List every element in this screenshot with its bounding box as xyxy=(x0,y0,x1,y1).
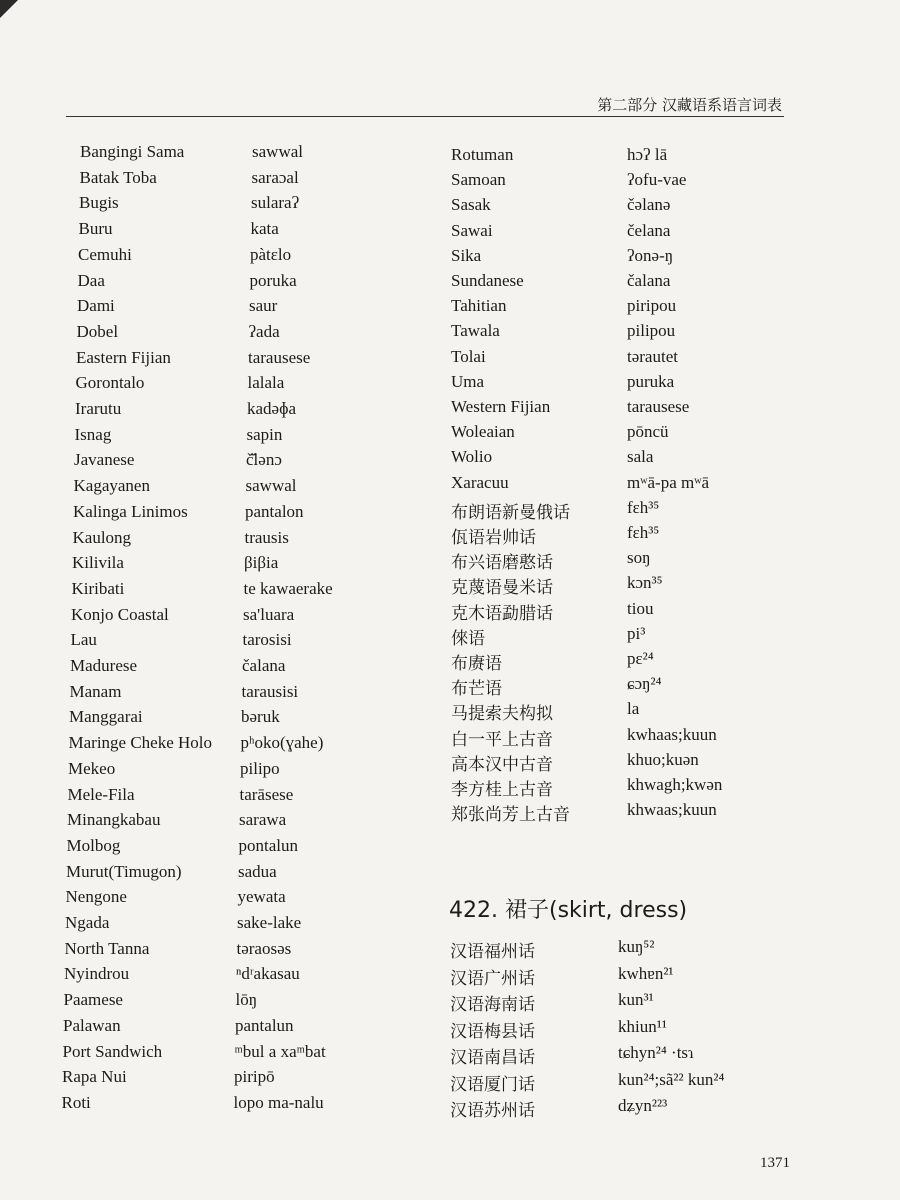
word-form: čalana xyxy=(627,271,671,290)
word-form: puruka xyxy=(627,371,675,391)
language-name: 倈语 xyxy=(451,628,485,648)
word-form: təraosəs xyxy=(236,938,292,958)
language-name: Gorontalo xyxy=(75,373,145,393)
word-form: sala xyxy=(627,447,654,467)
language-name: 汉语福州话 xyxy=(450,942,535,961)
language-name: 马提索夫构拟 xyxy=(451,704,553,724)
language-name: Nengone xyxy=(65,887,127,907)
page-number: 1371 xyxy=(760,1155,790,1171)
word-form: čalana xyxy=(242,656,286,675)
language-name: Palawan xyxy=(63,1015,121,1035)
word-form: ɕɔŋ²⁴ xyxy=(627,674,662,694)
language-name: Woleaian xyxy=(451,422,515,442)
language-name: Sika xyxy=(451,245,482,265)
language-name: Roti xyxy=(61,1092,91,1112)
word-form: tarausese xyxy=(248,347,311,367)
language-name: Mekeo xyxy=(68,758,116,778)
word-form: sapin xyxy=(246,424,283,444)
language-name: Cemuhi xyxy=(78,244,132,264)
language-name: Daa xyxy=(77,270,105,290)
word-form: tiou xyxy=(627,598,654,618)
word-form: tərautet xyxy=(627,346,678,366)
word-form: ʔofu-vae xyxy=(627,170,687,190)
language-name: 李方桂上古音 xyxy=(451,780,553,799)
language-name: Molbog xyxy=(66,835,121,855)
language-name: Uma xyxy=(451,371,485,391)
language-name: Kaulong xyxy=(72,527,132,547)
language-name: Madurese xyxy=(70,656,138,675)
word-form: bəruk xyxy=(241,707,280,727)
word-form: tarausese xyxy=(627,397,690,416)
word-form: khwagh;kwən xyxy=(627,775,723,794)
word-form: pilipou xyxy=(627,321,676,341)
word-form: dʑyn²²³ xyxy=(618,1096,668,1115)
word-form: kadəɸa xyxy=(247,399,297,418)
word-form: βiβia xyxy=(244,553,279,573)
language-name: Buru xyxy=(78,219,113,239)
language-name: Minangkabau xyxy=(67,810,161,830)
word-form: kun³¹ xyxy=(618,990,654,1009)
language-name: Konjo Coastal xyxy=(71,604,169,624)
language-name: 高本汉中古音 xyxy=(451,754,553,774)
language-name: Manggarai xyxy=(69,707,143,727)
word-form: kwhɐn²¹ xyxy=(618,963,674,983)
word-form: kun²⁴;sã²² kun²⁴ xyxy=(618,1069,725,1089)
language-name: 汉语海南话 xyxy=(450,995,535,1014)
language-name: Ngada xyxy=(65,913,110,932)
language-name: Western Fijian xyxy=(451,397,551,416)
word-form: ⁿdʳakasau xyxy=(236,964,300,984)
language-name: 白一平上古音 xyxy=(451,729,553,749)
word-form: sawwal xyxy=(245,476,297,496)
word-form: tarausisi xyxy=(241,681,299,701)
word-form: fɛh³⁵ xyxy=(627,523,660,542)
language-name: 汉语厦门话 xyxy=(450,1074,535,1094)
word-form: piripou xyxy=(627,296,677,316)
word-form: pàtɛlo xyxy=(250,244,292,264)
word-form: soŋ xyxy=(627,548,651,568)
running-header: 第二部分 汉藏语系语言词表 xyxy=(597,96,782,114)
word-form: yewata xyxy=(237,887,286,907)
word-form: pontalun xyxy=(238,835,298,855)
language-name: Dami xyxy=(77,296,115,316)
word-form: ᵐbul a xaᵐbat xyxy=(234,1041,326,1061)
language-name: Wolio xyxy=(451,447,493,467)
language-name: 克木语勐腊话 xyxy=(451,603,553,623)
word-form: saraɔal xyxy=(251,167,299,187)
word-form: la xyxy=(627,699,640,719)
language-name: 汉语南昌话 xyxy=(450,1048,535,1067)
language-name: Eastern Fijian xyxy=(76,347,171,367)
word-form: lopo ma-nalu xyxy=(233,1092,324,1112)
word-form: sa'luara xyxy=(243,604,295,624)
word-form: te kawaerake xyxy=(243,578,333,598)
word-form: khuo;kuən xyxy=(627,749,699,769)
language-name: Sundanese xyxy=(451,271,524,290)
word-form: čelana xyxy=(627,220,671,240)
language-name: Rapa Nui xyxy=(62,1067,127,1087)
language-name: Batak Toba xyxy=(79,167,157,187)
word-form: pantalun xyxy=(235,1015,294,1035)
language-name: 克蔑语曼米话 xyxy=(451,578,553,598)
section-number: 422. xyxy=(449,898,498,923)
word-form: č̆lənɔ xyxy=(246,450,282,470)
section-title-text: 裙子(skirt, dress) xyxy=(504,898,688,923)
word-form: kuŋ⁵² xyxy=(618,937,655,956)
language-name: Nyindrou xyxy=(64,964,130,984)
language-name: Kagayanen xyxy=(73,476,150,496)
language-name: Murut(Timugon) xyxy=(66,861,182,881)
word-form: pi³ xyxy=(627,623,646,643)
language-name: Irarutu xyxy=(75,399,122,418)
word-form: tarāsese xyxy=(239,784,294,804)
language-name: Maringe Cheke Holo xyxy=(68,733,213,753)
word-form: pɛ²⁴ xyxy=(627,649,654,668)
word-form: mʷā-pa mʷā xyxy=(627,472,710,492)
language-name: Tawala xyxy=(451,321,500,341)
language-name: Samoan xyxy=(451,170,506,190)
word-form: sawwal xyxy=(252,142,303,161)
word-form: kwhaas;kuun xyxy=(627,724,717,744)
section-heading xyxy=(449,893,687,924)
word-form: ʔada xyxy=(248,321,280,341)
word-form: kɔn³⁵ xyxy=(627,573,663,593)
word-form: lalala xyxy=(247,373,285,393)
language-name: Lau xyxy=(70,630,97,650)
word-form: pʰoko(ɣahe) xyxy=(240,733,324,753)
language-name: Bangingi Sama xyxy=(80,142,185,161)
word-form: čəlanə xyxy=(627,195,671,215)
language-name: Paamese xyxy=(63,990,123,1010)
word-form: fɛh³⁵ xyxy=(627,497,660,517)
word-form: piripō xyxy=(234,1067,275,1087)
word-form: sake-lake xyxy=(237,913,302,932)
header-rule xyxy=(66,116,784,117)
language-name: Bugis xyxy=(79,193,119,213)
word-form: hɔʔ lā xyxy=(627,145,668,164)
word-form: sadua xyxy=(238,861,277,881)
language-name: Kilivila xyxy=(72,553,124,573)
word-form: khiun¹¹ xyxy=(618,1016,667,1036)
language-name: Tolai xyxy=(451,346,486,366)
language-name: Javanese xyxy=(74,450,135,470)
language-name: Kiribati xyxy=(71,578,125,598)
word-form: pantalon xyxy=(245,501,304,521)
language-name: 布朗语新曼俄话 xyxy=(451,502,570,522)
language-name: 汉语广州话 xyxy=(450,968,535,988)
word-form: tarosisi xyxy=(242,630,292,650)
language-name: 布芒语 xyxy=(451,679,502,699)
language-name: 布兴语磨憨话 xyxy=(451,553,553,573)
language-name: Mele-Fila xyxy=(67,784,135,804)
language-name: Sasak xyxy=(451,195,491,215)
language-name: Kalinga Linimos xyxy=(73,501,188,521)
word-form: trausis xyxy=(244,527,289,547)
language-name: Rotuman xyxy=(451,145,514,164)
language-name: Xaracuu xyxy=(451,472,509,492)
language-name: Isnag xyxy=(74,424,112,444)
word-form: sarawa xyxy=(239,810,287,830)
word-form: saur xyxy=(249,296,278,316)
word-form: pilipo xyxy=(240,758,280,778)
language-name: Port Sandwich xyxy=(62,1041,163,1061)
language-name: Manam xyxy=(69,681,122,701)
word-form: lōŋ xyxy=(235,990,258,1010)
language-name: 佤语岩帅话 xyxy=(451,528,536,547)
word-form: khwaas;kuun xyxy=(627,800,717,820)
language-name: 汉语苏州话 xyxy=(450,1101,535,1120)
word-form: kata xyxy=(250,219,279,239)
language-name: 布赓语 xyxy=(451,654,502,673)
language-name: 汉语梅县话 xyxy=(450,1021,535,1041)
page-corner-shadow xyxy=(0,0,18,18)
word-form: pōncü xyxy=(627,422,669,442)
word-form: ʔonə-ŋ xyxy=(627,245,674,265)
language-name: Tahitian xyxy=(451,296,507,316)
word-form: sularaʔ xyxy=(251,193,300,213)
word-form: tɕhyn²⁴ ·tsɿ xyxy=(618,1043,694,1062)
language-name: North Tanna xyxy=(64,938,150,958)
language-name: Dobel xyxy=(76,321,119,341)
language-name: Sawai xyxy=(451,220,493,240)
word-form: poruka xyxy=(249,270,297,290)
language-name: 郑张尚芳上古音 xyxy=(451,805,570,825)
